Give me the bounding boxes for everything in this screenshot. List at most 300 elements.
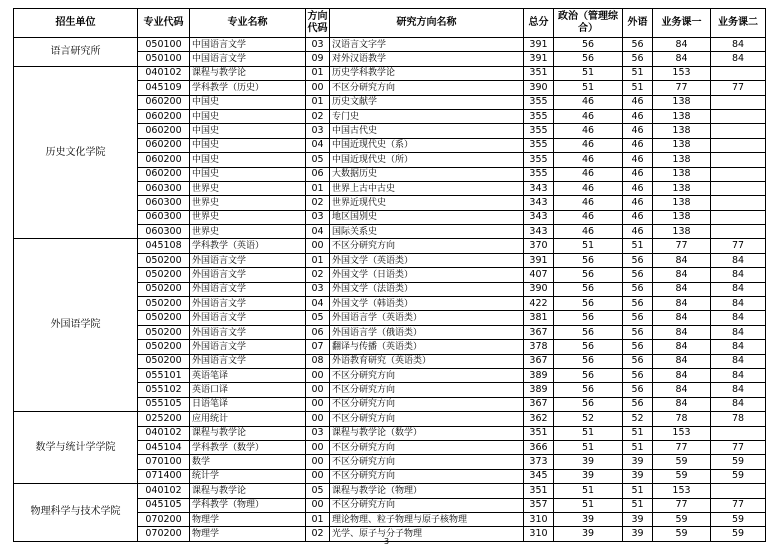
politics-score: 46 [554, 196, 623, 210]
subject-2-score: 84 [711, 368, 766, 382]
politics-score: 39 [554, 455, 623, 469]
direction-name: 地区国别史 [330, 210, 524, 224]
foreign-language-score: 39 [623, 527, 653, 541]
subject-1-score: 153 [653, 426, 711, 440]
major-code: 055101 [138, 368, 190, 382]
subject-1-score: 138 [653, 138, 711, 152]
politics-score: 51 [554, 484, 623, 498]
major-name: 中国史 [190, 138, 306, 152]
major-code: 050200 [138, 340, 190, 354]
total-score: 373 [524, 455, 554, 469]
foreign-language-score: 46 [623, 167, 653, 181]
direction-name: 不区分研究方向 [330, 368, 524, 382]
direction-code: 05 [306, 484, 330, 498]
major-name: 中国史 [190, 153, 306, 167]
direction-name: 专门史 [330, 109, 524, 123]
direction-name: 不区分研究方向 [330, 397, 524, 411]
foreign-language-score: 56 [623, 340, 653, 354]
major-name: 中国史 [190, 167, 306, 181]
total-score: 343 [524, 225, 554, 239]
total-score: 391 [524, 52, 554, 66]
direction-name: 中国古代史 [330, 124, 524, 138]
direction-code: 04 [306, 297, 330, 311]
politics-score: 46 [554, 95, 623, 109]
politics-score: 46 [554, 109, 623, 123]
major-code: 060200 [138, 167, 190, 181]
foreign-language-score: 51 [623, 498, 653, 512]
total-score: 389 [524, 368, 554, 382]
total-score: 367 [524, 354, 554, 368]
politics-score: 56 [554, 397, 623, 411]
total-score: 422 [524, 297, 554, 311]
major-code: 050200 [138, 268, 190, 282]
header-major-name: 专业名称 [190, 9, 306, 38]
subject-2-score [711, 210, 766, 224]
direction-code: 03 [306, 426, 330, 440]
foreign-language-score: 46 [623, 138, 653, 152]
major-name: 中国语言文学 [190, 38, 306, 52]
subject-2-score: 84 [711, 52, 766, 66]
foreign-language-score: 56 [623, 397, 653, 411]
subject-2-score [711, 484, 766, 498]
subject-2-score: 59 [711, 512, 766, 526]
foreign-language-score: 46 [623, 196, 653, 210]
foreign-language-score: 39 [623, 455, 653, 469]
total-score: 345 [524, 469, 554, 483]
header-dept: 招生单位 [14, 9, 138, 38]
direction-code: 05 [306, 153, 330, 167]
subject-2-score [711, 124, 766, 138]
subject-1-score: 138 [653, 181, 711, 195]
major-code: 060300 [138, 196, 190, 210]
direction-name: 课程与教学论（数学） [330, 426, 524, 440]
total-score: 391 [524, 253, 554, 267]
total-score: 343 [524, 196, 554, 210]
total-score: 351 [524, 426, 554, 440]
subject-1-score: 84 [653, 311, 711, 325]
politics-score: 56 [554, 340, 623, 354]
subject-2-score: 77 [711, 239, 766, 253]
foreign-language-score: 51 [623, 484, 653, 498]
major-name: 外国语言文学 [190, 268, 306, 282]
direction-code: 00 [306, 397, 330, 411]
direction-name: 不区分研究方向 [330, 498, 524, 512]
major-name: 外国语言文学 [190, 282, 306, 296]
total-score: 378 [524, 340, 554, 354]
subject-2-score [711, 225, 766, 239]
direction-name: 不区分研究方向 [330, 239, 524, 253]
direction-code: 04 [306, 138, 330, 152]
table-row [14, 484, 766, 498]
direction-code: 06 [306, 325, 330, 339]
header-subject-2: 业务课二 [711, 9, 766, 38]
subject-1-score: 59 [653, 469, 711, 483]
total-score: 343 [524, 181, 554, 195]
total-score: 407 [524, 268, 554, 282]
table-row [14, 38, 766, 52]
subject-1-score: 77 [653, 440, 711, 454]
subject-2-score: 77 [711, 498, 766, 512]
direction-name: 历史学科教学论 [330, 66, 524, 80]
subject-1-score: 59 [653, 512, 711, 526]
subject-1-score: 153 [653, 66, 711, 80]
major-code: 071400 [138, 469, 190, 483]
major-code: 055105 [138, 397, 190, 411]
major-name: 课程与教学论 [190, 66, 306, 80]
major-code: 060200 [138, 95, 190, 109]
direction-code: 01 [306, 95, 330, 109]
major-name: 外国语言文学 [190, 354, 306, 368]
direction-code: 06 [306, 167, 330, 181]
dept-cell: 物理科学与技术学院 [14, 484, 138, 542]
foreign-language-score: 46 [623, 95, 653, 109]
direction-code: 04 [306, 225, 330, 239]
major-code: 050200 [138, 325, 190, 339]
subject-1-score: 138 [653, 124, 711, 138]
total-score: 355 [524, 95, 554, 109]
total-score: 390 [524, 81, 554, 95]
dept-cell: 语言研究所 [14, 38, 138, 67]
subject-1-score: 84 [653, 368, 711, 382]
total-score: 355 [524, 109, 554, 123]
direction-name: 中国近现代史（所） [330, 153, 524, 167]
direction-code: 07 [306, 340, 330, 354]
direction-code: 00 [306, 239, 330, 253]
direction-name: 理论物理、粒子物理与原子核物理 [330, 512, 524, 526]
major-code: 050100 [138, 38, 190, 52]
direction-code: 03 [306, 124, 330, 138]
major-name: 物理学 [190, 527, 306, 541]
foreign-language-score: 52 [623, 412, 653, 426]
foreign-language-score: 46 [623, 225, 653, 239]
foreign-language-score: 46 [623, 124, 653, 138]
direction-code: 03 [306, 282, 330, 296]
subject-2-score: 84 [711, 383, 766, 397]
major-name: 英语笔译 [190, 368, 306, 382]
major-name: 外国语言文学 [190, 297, 306, 311]
major-name: 应用统计 [190, 412, 306, 426]
major-name: 学科教学（数学） [190, 440, 306, 454]
subject-2-score: 59 [711, 455, 766, 469]
politics-score: 51 [554, 440, 623, 454]
direction-code: 05 [306, 311, 330, 325]
major-code: 070200 [138, 527, 190, 541]
direction-name: 不区分研究方向 [330, 383, 524, 397]
subject-1-score: 138 [653, 210, 711, 224]
total-score: 355 [524, 138, 554, 152]
major-name: 外国语言文学 [190, 340, 306, 354]
direction-name: 不区分研究方向 [330, 455, 524, 469]
subject-1-score: 138 [653, 196, 711, 210]
total-score: 355 [524, 124, 554, 138]
direction-name: 世界上古中古史 [330, 181, 524, 195]
direction-code: 01 [306, 66, 330, 80]
direction-name: 不区分研究方向 [330, 469, 524, 483]
total-score: 310 [524, 512, 554, 526]
major-code: 060200 [138, 138, 190, 152]
direction-name: 外国语言学（俄语类） [330, 325, 524, 339]
direction-code: 01 [306, 253, 330, 267]
table-row [14, 66, 766, 80]
major-code: 050100 [138, 52, 190, 66]
subject-2-score: 84 [711, 325, 766, 339]
total-score: 391 [524, 38, 554, 52]
major-code: 070100 [138, 455, 190, 469]
score-table [13, 8, 766, 542]
major-code: 070200 [138, 512, 190, 526]
direction-code: 00 [306, 455, 330, 469]
dept-cell: 历史文化学院 [14, 66, 138, 239]
politics-score: 56 [554, 38, 623, 52]
direction-name: 不区分研究方向 [330, 440, 524, 454]
foreign-language-score: 56 [623, 297, 653, 311]
direction-name: 外国文学（韩语类） [330, 297, 524, 311]
subject-1-score: 84 [653, 325, 711, 339]
politics-score: 56 [554, 354, 623, 368]
subject-2-score: 84 [711, 397, 766, 411]
foreign-language-score: 56 [623, 52, 653, 66]
foreign-language-score: 46 [623, 109, 653, 123]
total-score: 367 [524, 325, 554, 339]
header-foreign-language: 外语 [623, 9, 653, 38]
subject-2-score: 84 [711, 340, 766, 354]
politics-score: 51 [554, 239, 623, 253]
major-name: 数学 [190, 455, 306, 469]
total-score: 357 [524, 498, 554, 512]
major-code: 060300 [138, 210, 190, 224]
subject-1-score: 138 [653, 225, 711, 239]
total-score: 355 [524, 153, 554, 167]
foreign-language-score: 56 [623, 38, 653, 52]
subject-1-score: 59 [653, 527, 711, 541]
direction-name: 外国文学（日语类） [330, 268, 524, 282]
subject-2-score: 59 [711, 527, 766, 541]
major-code: 040102 [138, 426, 190, 440]
major-name: 中国史 [190, 95, 306, 109]
subject-2-score [711, 138, 766, 152]
total-score: 389 [524, 383, 554, 397]
direction-name: 国际关系史 [330, 225, 524, 239]
subject-2-score [711, 153, 766, 167]
major-name: 世界史 [190, 181, 306, 195]
politics-score: 56 [554, 282, 623, 296]
direction-code: 02 [306, 527, 330, 541]
foreign-language-score: 51 [623, 440, 653, 454]
major-name: 课程与教学论 [190, 426, 306, 440]
direction-name: 外国文学（法语类） [330, 282, 524, 296]
subject-1-score: 84 [653, 340, 711, 354]
politics-score: 39 [554, 512, 623, 526]
foreign-language-score: 39 [623, 512, 653, 526]
total-score: 351 [524, 66, 554, 80]
subject-1-score: 84 [653, 253, 711, 267]
direction-name: 不区分研究方向 [330, 81, 524, 95]
foreign-language-score: 51 [623, 239, 653, 253]
major-name: 物理学 [190, 512, 306, 526]
subject-2-score: 77 [711, 440, 766, 454]
politics-score: 46 [554, 225, 623, 239]
direction-code: 03 [306, 38, 330, 52]
total-score: 367 [524, 397, 554, 411]
major-name: 外国语言文学 [190, 325, 306, 339]
major-name: 外国语言文学 [190, 311, 306, 325]
total-score: 351 [524, 484, 554, 498]
foreign-language-score: 46 [623, 181, 653, 195]
subject-1-score: 138 [653, 95, 711, 109]
subject-1-score: 84 [653, 397, 711, 411]
direction-name: 汉语言文字学 [330, 38, 524, 52]
direction-code: 02 [306, 109, 330, 123]
major-code: 050200 [138, 311, 190, 325]
foreign-language-score: 56 [623, 253, 653, 267]
header-major-code: 专业代码 [138, 9, 190, 38]
subject-1-score: 84 [653, 282, 711, 296]
foreign-language-score: 51 [623, 66, 653, 80]
major-name: 中国语言文学 [190, 52, 306, 66]
header-row [14, 9, 766, 38]
dept-cell: 外国语学院 [14, 239, 138, 412]
politics-score: 56 [554, 311, 623, 325]
direction-name: 外国文学（英语类） [330, 253, 524, 267]
subject-1-score: 138 [653, 167, 711, 181]
subject-2-score [711, 196, 766, 210]
subject-2-score: 84 [711, 282, 766, 296]
politics-score: 56 [554, 253, 623, 267]
total-score: 366 [524, 440, 554, 454]
major-code: 045105 [138, 498, 190, 512]
subject-2-score: 84 [711, 311, 766, 325]
politics-score: 56 [554, 368, 623, 382]
major-name: 课程与教学论 [190, 484, 306, 498]
direction-code: 00 [306, 412, 330, 426]
major-code: 045108 [138, 239, 190, 253]
major-code: 025200 [138, 412, 190, 426]
politics-score: 46 [554, 181, 623, 195]
foreign-language-score: 56 [623, 282, 653, 296]
foreign-language-score: 56 [623, 325, 653, 339]
total-score: 355 [524, 167, 554, 181]
header-total: 总分 [524, 9, 554, 38]
direction-name: 对外汉语教学 [330, 52, 524, 66]
direction-code: 01 [306, 512, 330, 526]
dept-cell: 数学与统计学学院 [14, 412, 138, 484]
foreign-language-score: 56 [623, 354, 653, 368]
politics-score: 56 [554, 297, 623, 311]
table-row [14, 239, 766, 253]
total-score: 381 [524, 311, 554, 325]
major-code: 060200 [138, 109, 190, 123]
politics-score: 46 [554, 153, 623, 167]
politics-score: 39 [554, 469, 623, 483]
major-code: 050200 [138, 354, 190, 368]
subject-2-score: 84 [711, 38, 766, 52]
foreign-language-score: 46 [623, 153, 653, 167]
direction-code: 08 [306, 354, 330, 368]
total-score: 370 [524, 239, 554, 253]
total-score: 390 [524, 282, 554, 296]
subject-1-score: 153 [653, 484, 711, 498]
subject-1-score: 138 [653, 153, 711, 167]
major-name: 学科教学（历史） [190, 81, 306, 95]
direction-code: 00 [306, 469, 330, 483]
direction-code: 09 [306, 52, 330, 66]
subject-1-score: 84 [653, 38, 711, 52]
subject-2-score: 84 [711, 297, 766, 311]
direction-code: 00 [306, 383, 330, 397]
direction-code: 02 [306, 196, 330, 210]
subject-2-score: 84 [711, 253, 766, 267]
header-politics: 政治（管理综合） [554, 9, 623, 38]
direction-code: 00 [306, 498, 330, 512]
major-code: 050200 [138, 282, 190, 296]
major-code: 060200 [138, 153, 190, 167]
foreign-language-score: 51 [623, 426, 653, 440]
table-body [14, 38, 766, 542]
major-name: 日语笔译 [190, 397, 306, 411]
politics-score: 46 [554, 138, 623, 152]
major-code: 040102 [138, 484, 190, 498]
major-code: 060200 [138, 124, 190, 138]
foreign-language-score: 56 [623, 368, 653, 382]
subject-2-score: 59 [711, 469, 766, 483]
direction-name: 中国近现代史（系） [330, 138, 524, 152]
direction-name: 光学、原子与分子物理 [330, 527, 524, 541]
politics-score: 51 [554, 81, 623, 95]
subject-1-score: 84 [653, 297, 711, 311]
major-name: 学科教学（英语） [190, 239, 306, 253]
direction-name: 不区分研究方向 [330, 412, 524, 426]
subject-1-score: 84 [653, 383, 711, 397]
major-code: 050200 [138, 297, 190, 311]
major-name: 外国语言文学 [190, 253, 306, 267]
subject-1-score: 84 [653, 52, 711, 66]
total-score: 362 [524, 412, 554, 426]
subject-2-score [711, 95, 766, 109]
major-code: 045109 [138, 81, 190, 95]
politics-score: 46 [554, 210, 623, 224]
direction-code: 01 [306, 181, 330, 195]
politics-score: 51 [554, 498, 623, 512]
header-subject-1: 业务课一 [653, 9, 711, 38]
politics-score: 39 [554, 527, 623, 541]
direction-code: 00 [306, 368, 330, 382]
foreign-language-score: 56 [623, 268, 653, 282]
major-name: 统计学 [190, 469, 306, 483]
subject-2-score [711, 181, 766, 195]
direction-name: 外国语言学（英语类） [330, 311, 524, 325]
major-name: 英语口译 [190, 383, 306, 397]
major-name: 学科教学（物理） [190, 498, 306, 512]
foreign-language-score: 51 [623, 81, 653, 95]
subject-1-score: 77 [653, 498, 711, 512]
table-row [14, 412, 766, 426]
politics-score: 56 [554, 325, 623, 339]
subject-2-score [711, 167, 766, 181]
direction-code: 03 [306, 210, 330, 224]
major-code: 050200 [138, 253, 190, 267]
politics-score: 56 [554, 383, 623, 397]
total-score: 343 [524, 210, 554, 224]
foreign-language-score: 46 [623, 210, 653, 224]
major-name: 世界史 [190, 210, 306, 224]
direction-code: 00 [306, 440, 330, 454]
major-name: 世界史 [190, 225, 306, 239]
subject-1-score: 138 [653, 109, 711, 123]
foreign-language-score: 56 [623, 311, 653, 325]
subject-2-score: 84 [711, 268, 766, 282]
direction-name: 翻译与传播（英语类） [330, 340, 524, 354]
page-number: 3 [384, 537, 390, 546]
